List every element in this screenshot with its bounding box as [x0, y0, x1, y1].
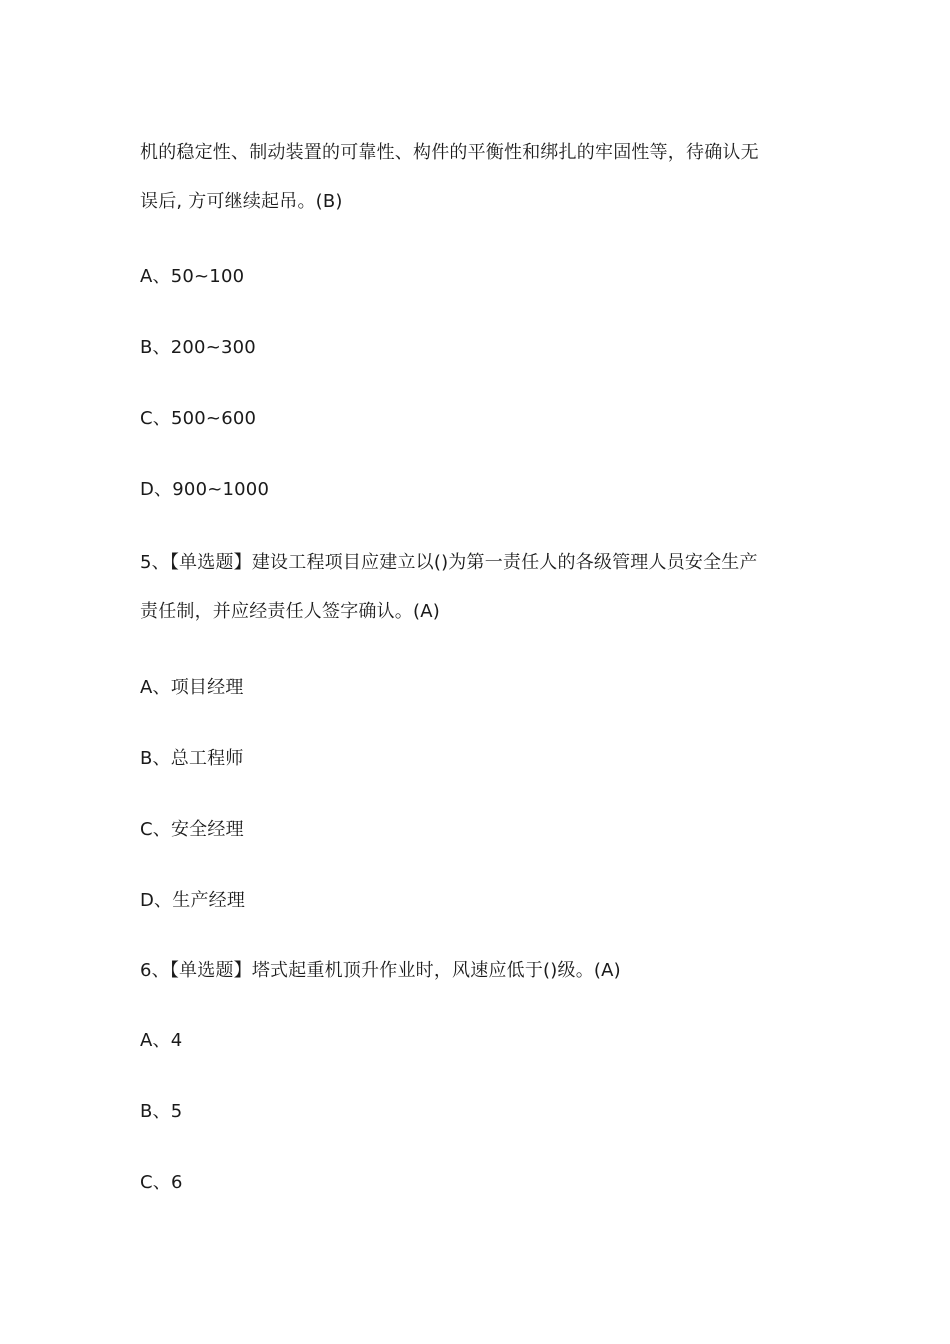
question-5-text-line-1: 5、【单选题】建设工程项目应建立以()为第一责任人的各级管理人员安全生产 — [140, 552, 758, 573]
question-5-option-c: C、安全经理 — [140, 819, 244, 840]
question-4-option-c: C、500~600 — [140, 408, 257, 429]
question-4-option-d: D、900~1000 — [140, 479, 270, 500]
question-4-option-a: A、50~100 — [140, 266, 245, 287]
question-5-option-d: D、生产经理 — [140, 890, 246, 911]
question-5-option-b: B、总工程师 — [140, 748, 244, 769]
question-6-option-a: A、4 — [140, 1030, 183, 1051]
question-4-text-line-2: 误后, 方可继续起吊。(B) — [140, 191, 343, 212]
question-5-text-line-2: 责任制，并应经责任人签字确认。(A) — [140, 601, 440, 622]
question-4-text-line-1: 机的稳定性、制动装置的可靠性、构件的平衡性和绑扎的牢固性等，待确认无 — [140, 142, 759, 163]
question-6-option-c: C、6 — [140, 1172, 183, 1193]
question-6-option-b: B、5 — [140, 1101, 183, 1122]
question-4-option-b: B、200~300 — [140, 337, 256, 358]
question-6-text-line-1: 6、【单选题】塔式起重机顶升作业时，风速应低于()级。(A) — [140, 960, 621, 981]
question-5-option-a: A、项目经理 — [140, 677, 244, 698]
